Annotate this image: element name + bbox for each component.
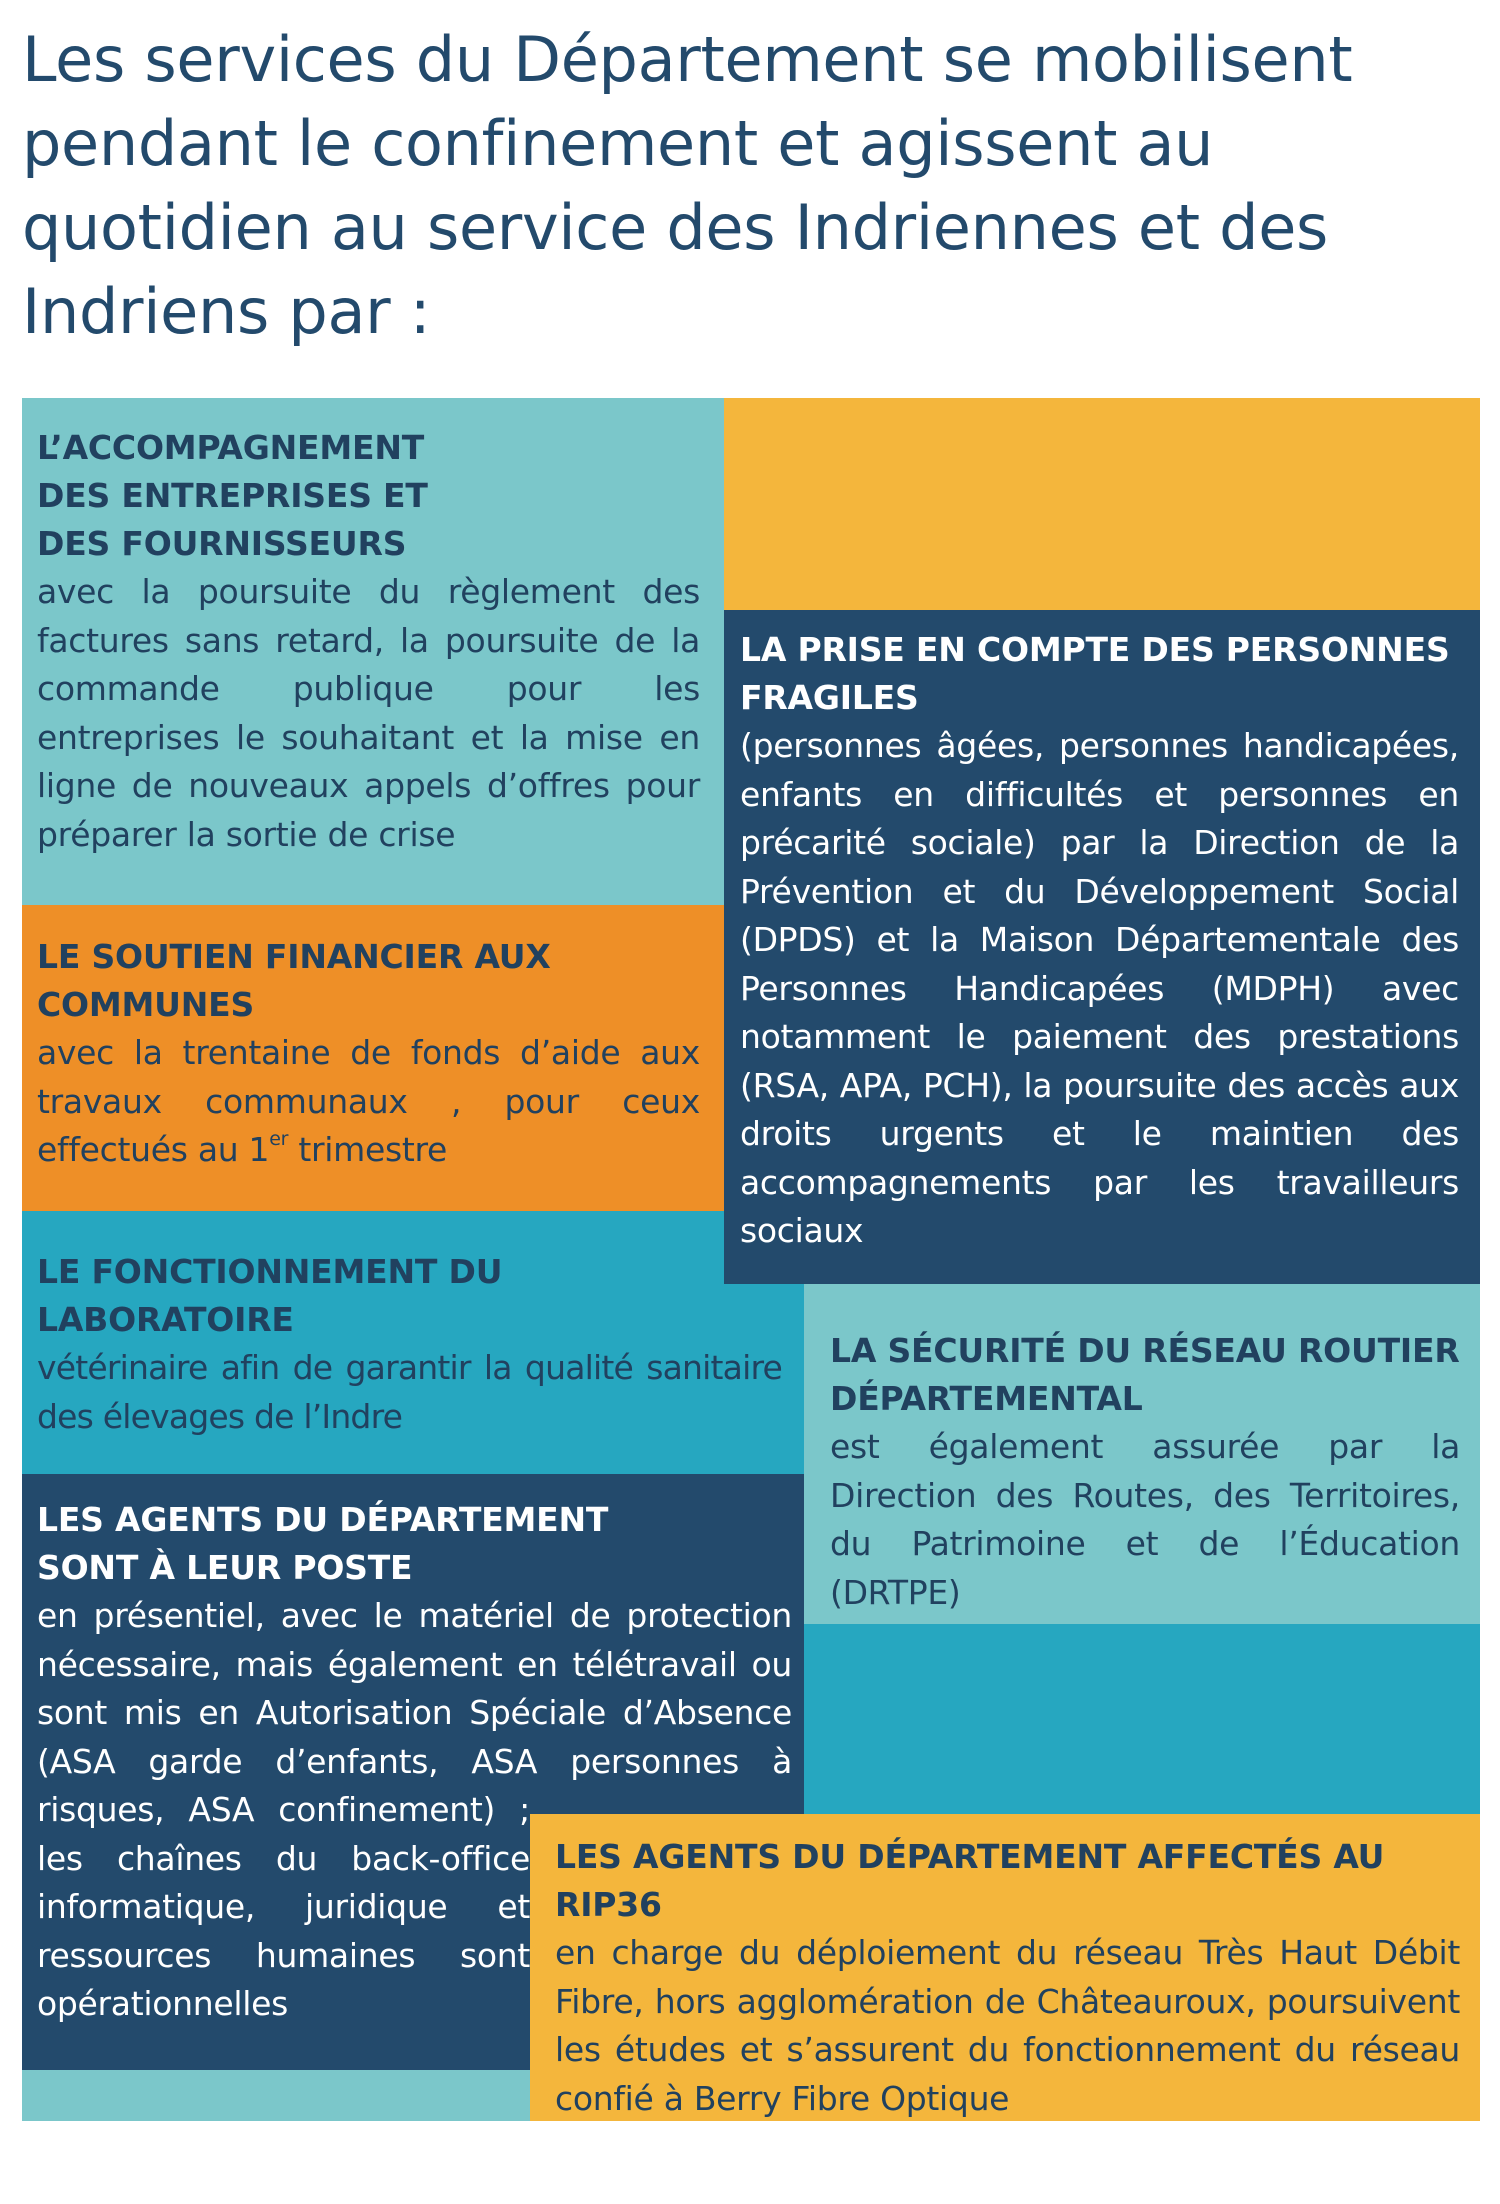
section-rip36 [555,1833,1460,2123]
section-personnes-fragiles-body: (personnes âgées, personnes handicapées, enfants en difficultés et personnes en précarité sociale) par la Direction de la Prévention et du Développement Social (DPDS) et la Maison Départementale des Personnes Handicapées (MDPH) avec notamment le paiement des prestations (RSA, APA, PCH), la poursuite des accès aux droits urgents et le maintien des accompagnements par les travailleurs sociaux [740,726,1459,1250]
section-reseau-routier [830,1327,1460,1617]
section-communes-body-end: trimestre [288,1130,448,1169]
section-agents-poste-title: LES AGENTS DU DÉPARTEMENT SONT À LEUR POSTE [37,1500,609,1587]
section-laboratoire-title: LE FONCTIONNEMENT DU LABORATOIRE [37,1252,503,1339]
section-entreprises [37,424,700,859]
section-rip36-title: LES AGENTS DU DÉPARTEMENT AFFECTÉS AU RIP36 [555,1837,1385,1924]
page-title: Les services du Département se mobilisent pendant le confinement et agissent au quotidien au service des Indriennes et des Indriens par : [22,23,1353,348]
section-rip36-body: en charge du déploiement du réseau Très Haut Débit Fibre, hors agglomération de Châteauroux, poursuivent les études et s’assurent du fonctionnement du réseau confié à Berry Fibre Optique [555,1933,1460,2118]
section-agents-poste-body: en présentiel, avec le matériel de protection nécessaire, mais également en télétravail ou sont mis en Autorisation Spéciale d’Absence (ASA garde d’enfants, ASA personnes à risques, ASA confinement) ; les chaînes du back-office informatique, juridique et ressources humaines sont opérationnelles [37,1592,792,2029]
section-entreprises-body: avec la poursuite du règlement des factures sans retard, la poursuite de la commande publique pour les entreprises le souhaitant et la mise en ligne de nouveaux appels d’offres pour préparer la sortie de crise [37,572,700,854]
section-entreprises-title: L’ACCOMPAGNEMENT DES ENTREPRISES ET DES FOURNISSEURS [37,428,428,563]
section-personnes-fragiles-title: LA PRISE EN COMPTE DES PERSONNES FRAGILES [740,630,1450,717]
section-reseau-routier-body: est également assurée par la Direction des Routes, des Territoires, du Patrimoine et de l’Éducation (DRTPE) [830,1427,1460,1612]
panel-top-right-bg [724,398,1480,610]
section-communes-body-text: avec la trentaine de fonds d’aide aux travaux communaux , pour ceux effectués au 1 [37,1033,700,1169]
section-reseau-routier-title: LA SÉCURITÉ DU RÉSEAU ROUTIER DÉPARTEMENTAL [830,1331,1460,1418]
panel-cyan-right-bg [804,1624,1480,1814]
section-communes [37,933,700,1175]
section-communes-body-sup: er [269,1128,289,1150]
section-communes-body [37,1029,700,1175]
section-laboratoire-body: vétérinaire afin de garantir la qualité sanitaire des élevages de l’Indre [37,1348,782,1436]
section-laboratoire [37,1248,782,1441]
section-communes-title: LE SOUTIEN FINANCIER AUX COMMUNES [37,937,551,1024]
section-personnes-fragiles [740,626,1459,1256]
